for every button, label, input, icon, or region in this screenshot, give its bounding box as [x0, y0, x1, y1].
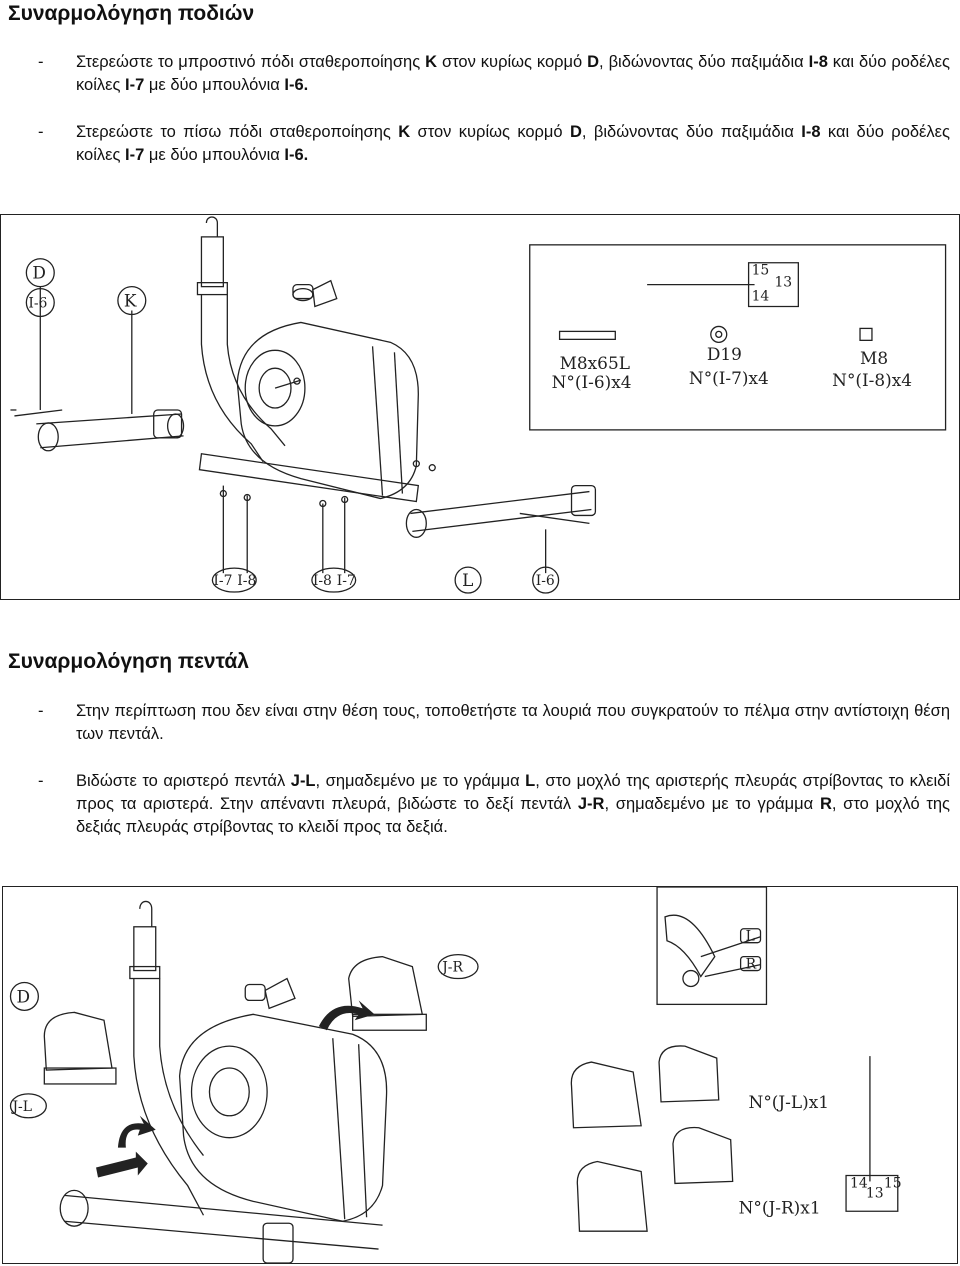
tool-number: 13 — [865, 1185, 884, 1202]
part-quantity: N°(I-7)x4 — [688, 368, 769, 389]
text-run: με δύο μπουλόνια — [144, 146, 285, 164]
callout-label: D — [32, 262, 46, 283]
bullet-dash: - — [38, 702, 44, 720]
pedal-assembly-diagram — [2, 886, 958, 1264]
callout-label: I-6 — [28, 295, 48, 312]
callout-label: I-6 — [535, 573, 555, 590]
emphasized-code: I-7 — [125, 76, 145, 94]
leg-assembly-diagram — [0, 214, 960, 600]
part-name: M8 — [860, 348, 889, 369]
text-run: , σημαδεμένο με το γράμμα — [604, 795, 820, 813]
emphasized-code: R — [819, 795, 832, 813]
instruction-text — [76, 121, 950, 167]
instruction-text — [76, 51, 950, 97]
text-run: και δύο ροδέλες κοίλες — [76, 123, 950, 164]
emphasized-code: I-6. — [284, 76, 309, 94]
text-run: στον κυρίως κορμό — [437, 53, 588, 71]
emphasized-code: D — [570, 123, 582, 141]
part-quantity: N°(J-R)x1 — [738, 1197, 821, 1218]
bullet-dash: - — [38, 123, 44, 141]
text-run: , βιδώνοντας δύο παξιμάδια — [581, 123, 802, 141]
text-run: , στο μοχλό της αριστερής πλευράς στρίβοντας το κλειδί προς τα αριστερά. Στην απέναντι πλευρά, βιδώστε το δεξί πεντάλ — [76, 772, 950, 813]
emphasized-code: I-8 — [808, 53, 828, 71]
leg-assembly-drawing — [1, 215, 959, 599]
part-name: M8x65L — [559, 353, 630, 374]
callout-label: J-L — [12, 1098, 33, 1115]
text-run: Στερεώστε το μπροστινό πόδι σταθεροποίησης — [76, 53, 426, 71]
callout-label: D — [16, 986, 31, 1007]
part-name: D19 — [706, 344, 742, 365]
tool-number: 15 — [883, 1175, 902, 1192]
bullet-dash: - — [38, 53, 44, 71]
emphasized-code: I-7 — [125, 146, 145, 164]
part-quantity: N°(I-8)x4 — [832, 370, 913, 391]
text-run: , στο μοχλό της δεξιάς πλευράς στρίβοντας το κλειδί προς τα δεξιά. — [76, 795, 950, 836]
emphasized-code: K — [425, 53, 438, 71]
pedal-assembly-drawing — [3, 887, 957, 1263]
side-marker: L — [745, 928, 755, 945]
part-quantity: N°(J-L)x1 — [748, 1091, 830, 1112]
text-run: Στην περίπτωση που δεν είναι στην θέση τους, τοποθετήστε τα λουριά που συγκρατούν το πέλμα στην αντίστοιχη θέση των πεντάλ. — [76, 702, 950, 743]
text-run: , βιδώνοντας δύο παξιμάδια — [599, 53, 809, 71]
instruction-item — [38, 700, 950, 746]
callout-label: K — [123, 290, 137, 311]
part-quantity: N°(I-6)x4 — [551, 372, 632, 393]
bullet-dash: - — [38, 772, 44, 790]
callout-label: I-8 — [237, 573, 257, 590]
instruction-item — [38, 51, 950, 97]
instruction-text — [76, 770, 950, 839]
text-run: Στερεώστε το πίσω πόδι σταθεροποίησης — [76, 123, 399, 141]
section-title-pedal-assembly: Συναρμολόγηση πεντάλ — [8, 650, 249, 673]
emphasized-code: K — [398, 123, 411, 141]
text-run: στον κυρίως κορμό — [410, 123, 570, 141]
emphasized-code: I-8 — [801, 123, 821, 141]
text-run: , σημαδεμένο με το γράμμα — [315, 772, 526, 790]
callout-label: I-8 — [312, 573, 332, 590]
callout-label: I-7 — [336, 573, 356, 590]
emphasized-code: I-6. — [284, 146, 309, 164]
text-run: και δύο ροδέλες κοίλες — [76, 53, 950, 94]
text-run: με δύο μπουλόνια — [144, 76, 285, 94]
section-title-leg-assembly: Συναρμολόγηση ποδιών — [8, 2, 255, 25]
tool-number: 13 — [774, 274, 793, 291]
instruction-item — [38, 770, 950, 839]
emphasized-code: L — [525, 772, 536, 790]
emphasized-code: D — [587, 53, 600, 71]
tool-number: 14 — [850, 1175, 868, 1192]
tool-number: 15 — [751, 262, 770, 279]
side-marker: R — [745, 956, 757, 973]
emphasized-code: J-L — [290, 772, 316, 790]
instruction-text — [76, 700, 950, 746]
callout-label: J-R — [442, 959, 463, 976]
emphasized-code: J-R — [577, 795, 605, 813]
tool-number: 14 — [751, 288, 770, 305]
instruction-item — [38, 121, 950, 167]
callout-label: L — [462, 570, 474, 591]
callout-label: I-7 — [213, 573, 233, 590]
text-run: Βιδώστε το αριστερό πεντάλ — [76, 772, 291, 790]
